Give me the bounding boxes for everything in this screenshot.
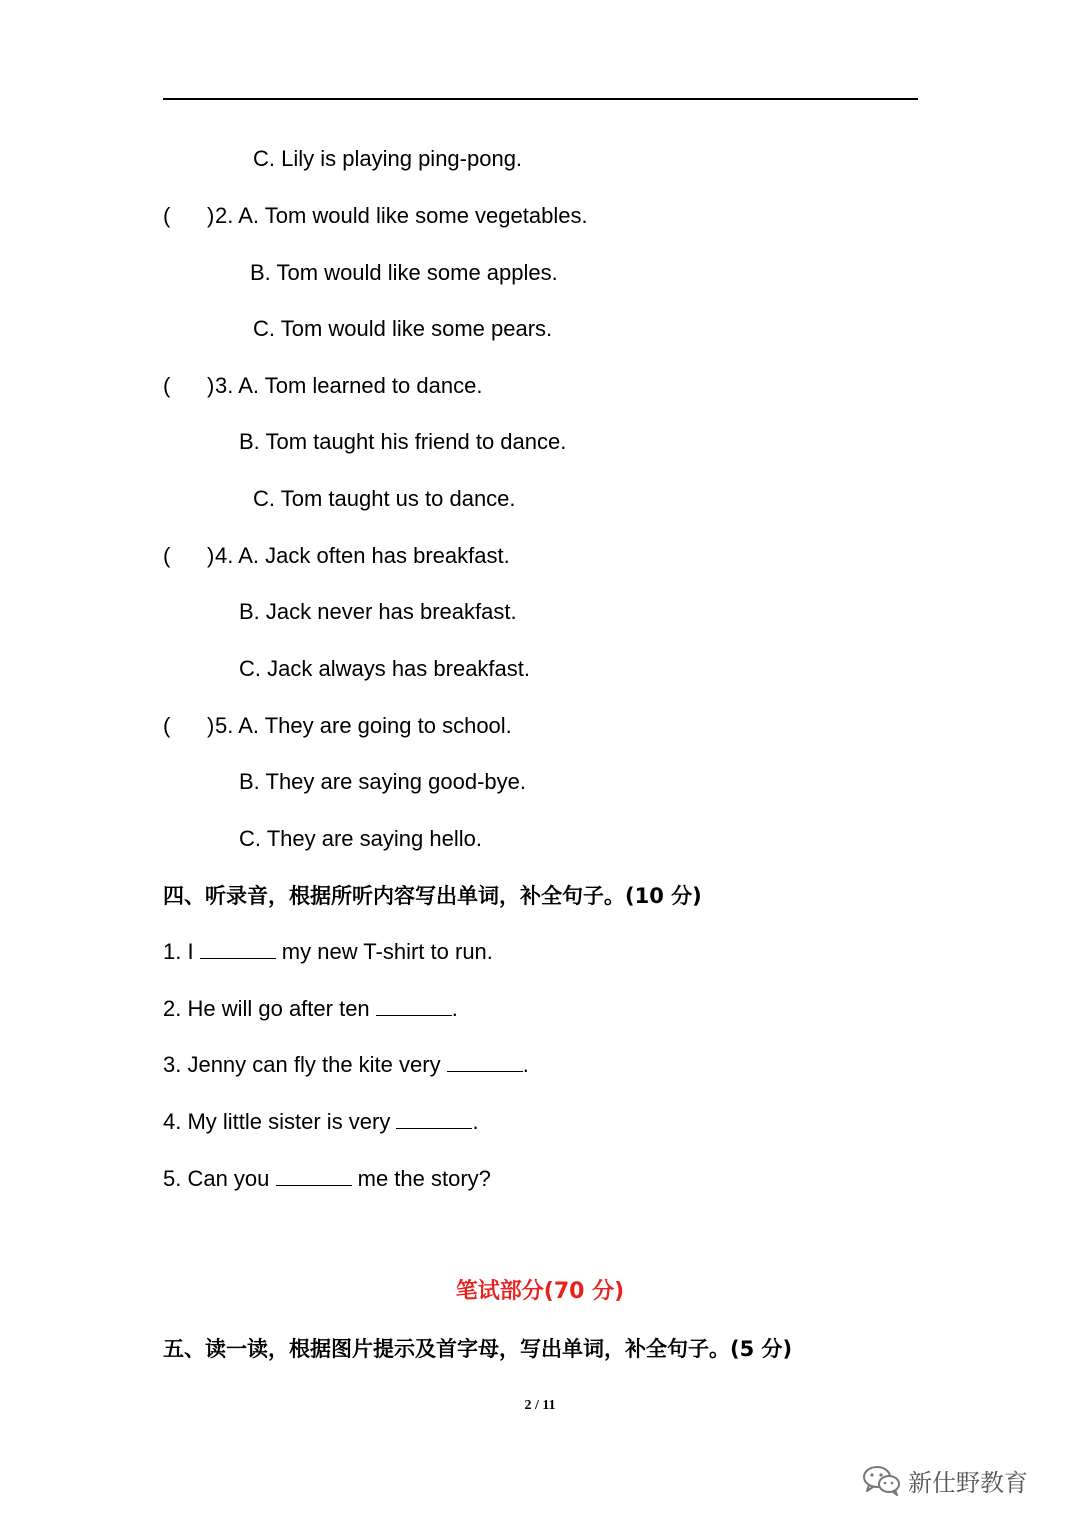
watermark-text: 新仕野教育 — [908, 1468, 1028, 1497]
fill-item-text: 2. He will go after ten — [163, 996, 376, 1021]
q3-option-b: B. Tom taught his friend to dance. — [239, 429, 567, 454]
fill-item-5 — [163, 1164, 491, 1194]
q4-a-text: 4. A. Jack often has breakfast. — [215, 543, 510, 568]
q2-option-a — [163, 201, 588, 231]
fill-item-2 — [163, 994, 458, 1024]
fill-item-text: . — [522, 1052, 529, 1077]
answer-paren[interactable]: ( ) — [163, 713, 215, 738]
fill-item-text: . — [451, 996, 458, 1021]
q4-option-b: B. Jack never has breakfast. — [239, 599, 517, 624]
q2-option-b: B. Tom would like some apples. — [250, 260, 558, 285]
fill-item-text: me the story? — [351, 1166, 491, 1191]
fill-item-text: 1. I — [163, 939, 200, 964]
page-number: 2 / 11 — [524, 1398, 556, 1413]
answer-paren[interactable]: ( ) — [163, 373, 215, 398]
q5-option-c: C. They are saying hello. — [239, 826, 482, 851]
section-4-heading: 四、听录音，根据所听内容写出单词，补全句子。(10 分) — [163, 884, 702, 908]
header-rule — [163, 98, 918, 100]
watermark — [862, 1460, 1028, 1500]
fill-item-3 — [163, 1050, 529, 1080]
q4-option-a — [163, 541, 510, 571]
answer-paren[interactable]: ( ) — [163, 543, 215, 568]
fill-item-text: 3. Jenny can fly the kite very — [163, 1052, 447, 1077]
answer-paren[interactable]: ( ) — [163, 203, 215, 228]
written-part-title: 笔试部分(70 分) — [455, 1279, 625, 1304]
answer-blank[interactable] — [376, 997, 452, 1016]
fill-item-text: 5. Can you — [163, 1166, 276, 1191]
fill-item-text: 4. My little sister is very — [163, 1109, 397, 1134]
q5-a-text: 5. A. They are going to school. — [215, 713, 512, 738]
answer-blank[interactable] — [200, 940, 276, 959]
fill-item-text: . — [472, 1109, 479, 1134]
q5-option-a — [163, 711, 512, 741]
section-5-heading: 五、读一读，根据图片提示及首字母，写出单词，补全句子。(5 分) — [163, 1337, 793, 1361]
fill-item-text: my new T-shirt to run. — [275, 939, 493, 964]
q2-a-text: 2. A. Tom would like some vegetables. — [215, 203, 588, 228]
q3-option-c: C. Tom taught us to dance. — [253, 486, 516, 511]
q3-a-text: 3. A. Tom learned to dance. — [215, 373, 483, 398]
q1-option-c: C. Lily is playing ping-pong. — [253, 146, 523, 171]
fill-item-1 — [163, 937, 493, 967]
wechat-icon — [862, 1464, 902, 1496]
answer-blank[interactable] — [447, 1053, 523, 1072]
q4-option-c: C. Jack always has breakfast. — [239, 656, 531, 681]
answer-blank[interactable] — [276, 1167, 352, 1186]
fill-item-4 — [163, 1107, 479, 1137]
q5-option-b: B. They are saying good-bye. — [239, 769, 526, 794]
answer-blank[interactable] — [396, 1110, 472, 1129]
q2-option-c: C. Tom would like some pears. — [253, 316, 553, 341]
q3-option-a — [163, 371, 482, 401]
